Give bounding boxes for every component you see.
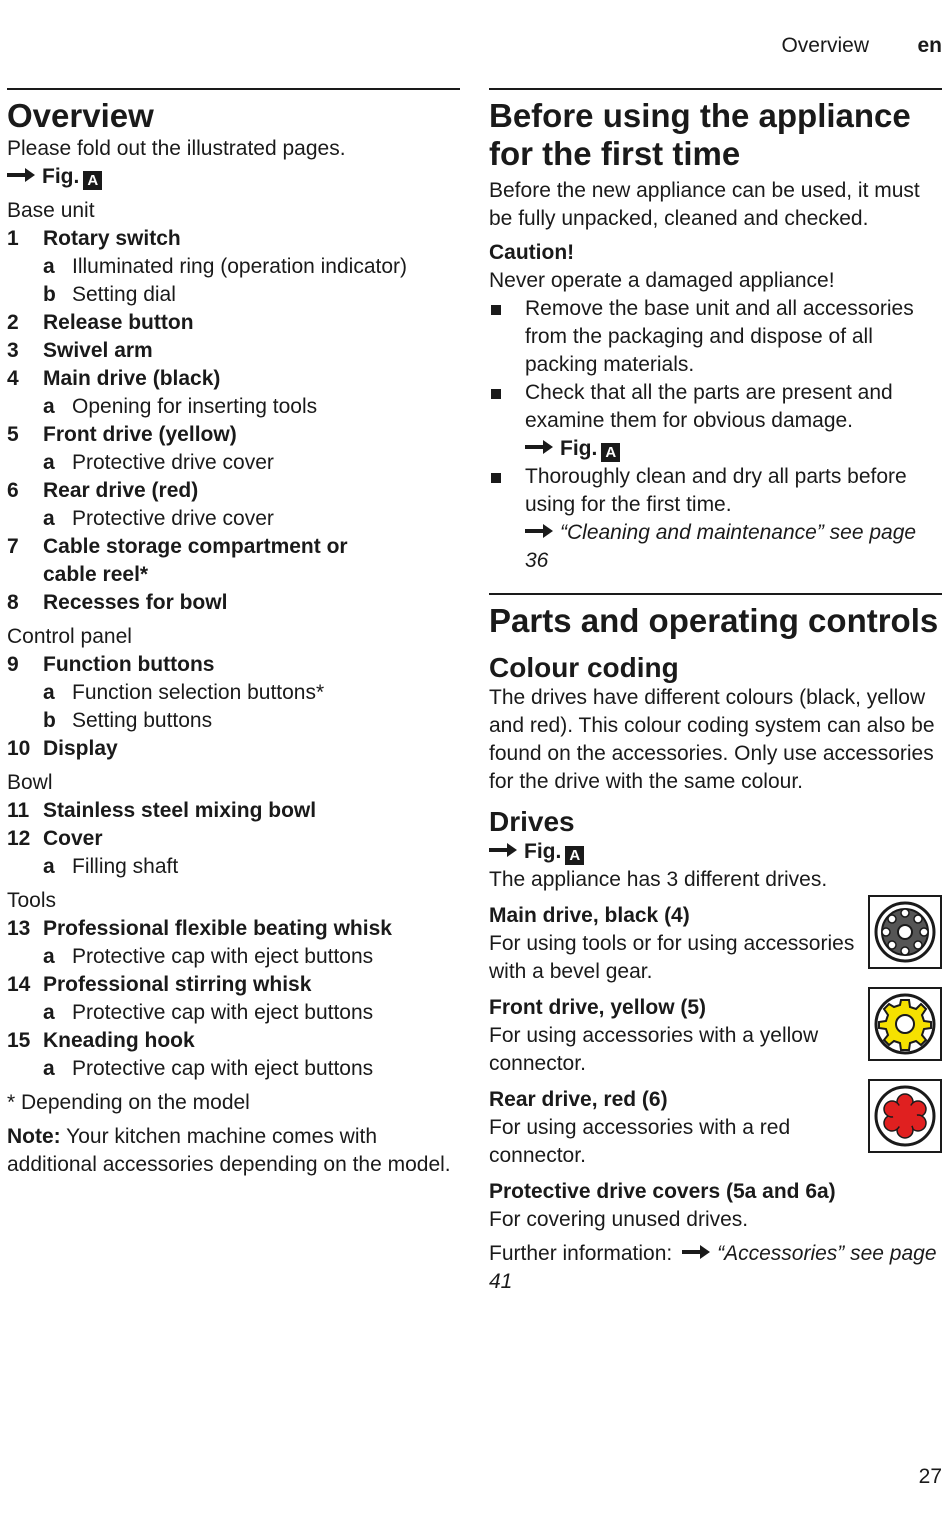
arrow-icon bbox=[682, 1245, 710, 1259]
list-item: 10 Display bbox=[7, 737, 118, 760]
list-subitem: b Setting buttons bbox=[43, 709, 213, 732]
list-subitem: a Protective cap with eject buttons bbox=[43, 1057, 374, 1080]
list-subitem: a Protective drive cover bbox=[43, 451, 274, 474]
fig-letter-badge: A bbox=[601, 443, 620, 462]
list-item: Remove the base unit and all accessories from the packaging and dispose of all packing materials. bbox=[489, 295, 942, 379]
further-label: Further information: bbox=[489, 1242, 673, 1265]
list-subitem: b Setting dial bbox=[43, 283, 176, 306]
overview-fig-ref bbox=[7, 163, 460, 191]
list-item: 8 Recesses for bowl bbox=[7, 591, 228, 614]
control-panel-heading: Control panel bbox=[7, 625, 132, 648]
arrow-icon bbox=[489, 843, 517, 857]
header-language: en bbox=[917, 34, 942, 57]
right-column bbox=[489, 88, 942, 1296]
list-item: 13 Professional flexible beating whisk bbox=[7, 917, 392, 940]
bullet-square-icon bbox=[491, 473, 501, 483]
drives-text: The appliance has 3 different drives. bbox=[489, 868, 828, 891]
bullet-square-icon bbox=[491, 389, 501, 399]
further-information bbox=[489, 1240, 942, 1296]
list-item: 15 Kneading hook bbox=[7, 1029, 195, 1052]
front-drive-icon bbox=[868, 987, 942, 1061]
fig-letter-badge: A bbox=[565, 846, 584, 865]
parts-section bbox=[489, 593, 942, 1296]
rear-drive-icon bbox=[868, 1079, 942, 1153]
list-item: 6 Rear drive (red) bbox=[7, 479, 199, 502]
drives-fig-ref: Fig. A bbox=[489, 838, 942, 866]
parts-title: Parts and operating controls bbox=[489, 602, 939, 639]
header-section-title: Overview bbox=[781, 34, 869, 57]
covers-title: Protective drive covers (5a and 6a) bbox=[489, 1180, 836, 1203]
list-item: 7 Cable storage compartment or cable reel* bbox=[7, 535, 348, 586]
list-subitem: a Opening for inserting tools bbox=[43, 395, 318, 418]
page-header bbox=[781, 34, 942, 58]
footnote: * Depending on the model bbox=[7, 1091, 250, 1114]
note bbox=[7, 1123, 460, 1179]
covers-text: For covering unused drives. bbox=[489, 1208, 749, 1231]
drives-heading: Drives bbox=[489, 806, 575, 837]
overview-intro: Please fold out the illustrated pages. bbox=[7, 137, 346, 160]
note-text: Your kitchen machine comes with additional accessories depending on the model. bbox=[7, 1125, 451, 1176]
caution-text: Never operate a damaged appliance! bbox=[489, 269, 835, 292]
accessories-reference-link[interactable]: “Accessories” see page 41 bbox=[489, 1242, 937, 1293]
list-item: 11 Stainless steel mixing bowl bbox=[7, 799, 317, 822]
fig-letter-badge: A bbox=[83, 171, 102, 190]
note-label: Note: bbox=[7, 1125, 61, 1148]
colour-coding-text: The drives have different colours (black, yellow and red). This colour coding system can also be found on the accessories. Only use accessories for the drive with the same colour. bbox=[489, 686, 935, 793]
fig-ref: Fig. A bbox=[525, 435, 942, 463]
list-item: 9 Function buttons bbox=[7, 653, 215, 676]
arrow-icon bbox=[525, 440, 553, 454]
list-subitem: a Protective cap with eject buttons bbox=[43, 945, 374, 968]
before-use-intro: Before the new appliance can be used, it must be fully unpacked, cleaned and checked. bbox=[489, 179, 920, 230]
list-subitem: a Illuminated ring (operation indicator) bbox=[43, 255, 408, 278]
overview-title: Overview bbox=[7, 97, 154, 134]
main-drive-title: Main drive, black (4) bbox=[489, 904, 690, 927]
list-item: Check that all the parts are present and examine them for obvious damage. Fig. A bbox=[489, 379, 942, 463]
colour-coding-heading: Colour coding bbox=[489, 652, 679, 683]
list-item: Thoroughly clean and dry all parts before using for the first time. “Cleaning and maintenance” see page 36 bbox=[489, 463, 942, 575]
arrow-icon bbox=[7, 168, 35, 182]
front-drive-block bbox=[489, 994, 942, 1078]
fig-label: Fig. bbox=[42, 165, 80, 188]
front-drive-text: For using accessories with a yellow connector. bbox=[489, 1024, 819, 1075]
front-drive-title: Front drive, yellow (5) bbox=[489, 996, 707, 1019]
tools-heading: Tools bbox=[7, 889, 57, 912]
rear-drive-title: Rear drive, red (6) bbox=[489, 1088, 668, 1111]
list-item: 14 Professional stirring whisk bbox=[7, 973, 312, 996]
list-item: 5 Front drive (yellow) bbox=[7, 423, 237, 446]
covers-block bbox=[489, 1178, 942, 1234]
rear-drive-block bbox=[489, 1086, 942, 1170]
cleaning-reference-link[interactable]: “Cleaning and maintenance” see page 36 bbox=[525, 521, 917, 572]
main-drive-icon bbox=[868, 895, 942, 969]
arrow-icon bbox=[525, 524, 553, 538]
main-drive-block bbox=[489, 902, 942, 986]
before-use-title: Before using the appliance for the first time bbox=[489, 97, 911, 172]
list-subitem: a Filling shaft bbox=[43, 855, 179, 878]
list-subitem: a Protective cap with eject buttons bbox=[43, 1001, 374, 1024]
list-subitem: a Protective drive cover bbox=[43, 507, 274, 530]
before-use-section bbox=[489, 88, 942, 575]
bullet-square-icon bbox=[491, 305, 501, 315]
bowl-heading: Bowl bbox=[7, 771, 53, 794]
list-item: 12 Cover bbox=[7, 827, 103, 850]
list-item: 1 Rotary switch bbox=[7, 227, 181, 250]
list-item: 2 Release button bbox=[7, 311, 194, 334]
caution-label: Caution! bbox=[489, 241, 575, 264]
page-number: 27 bbox=[918, 1465, 942, 1488]
overview-column bbox=[7, 88, 460, 1179]
list-item: 4 Main drive (black) bbox=[7, 367, 221, 390]
rear-drive-text: For using accessories with a red connector. bbox=[489, 1116, 791, 1167]
list-subitem: a Function selection buttons* bbox=[43, 681, 325, 704]
main-drive-text: For using tools or for using accessories with a bevel gear. bbox=[489, 932, 855, 983]
list-item: 3 Swivel arm bbox=[7, 339, 153, 362]
base-unit-heading: Base unit bbox=[7, 199, 95, 222]
